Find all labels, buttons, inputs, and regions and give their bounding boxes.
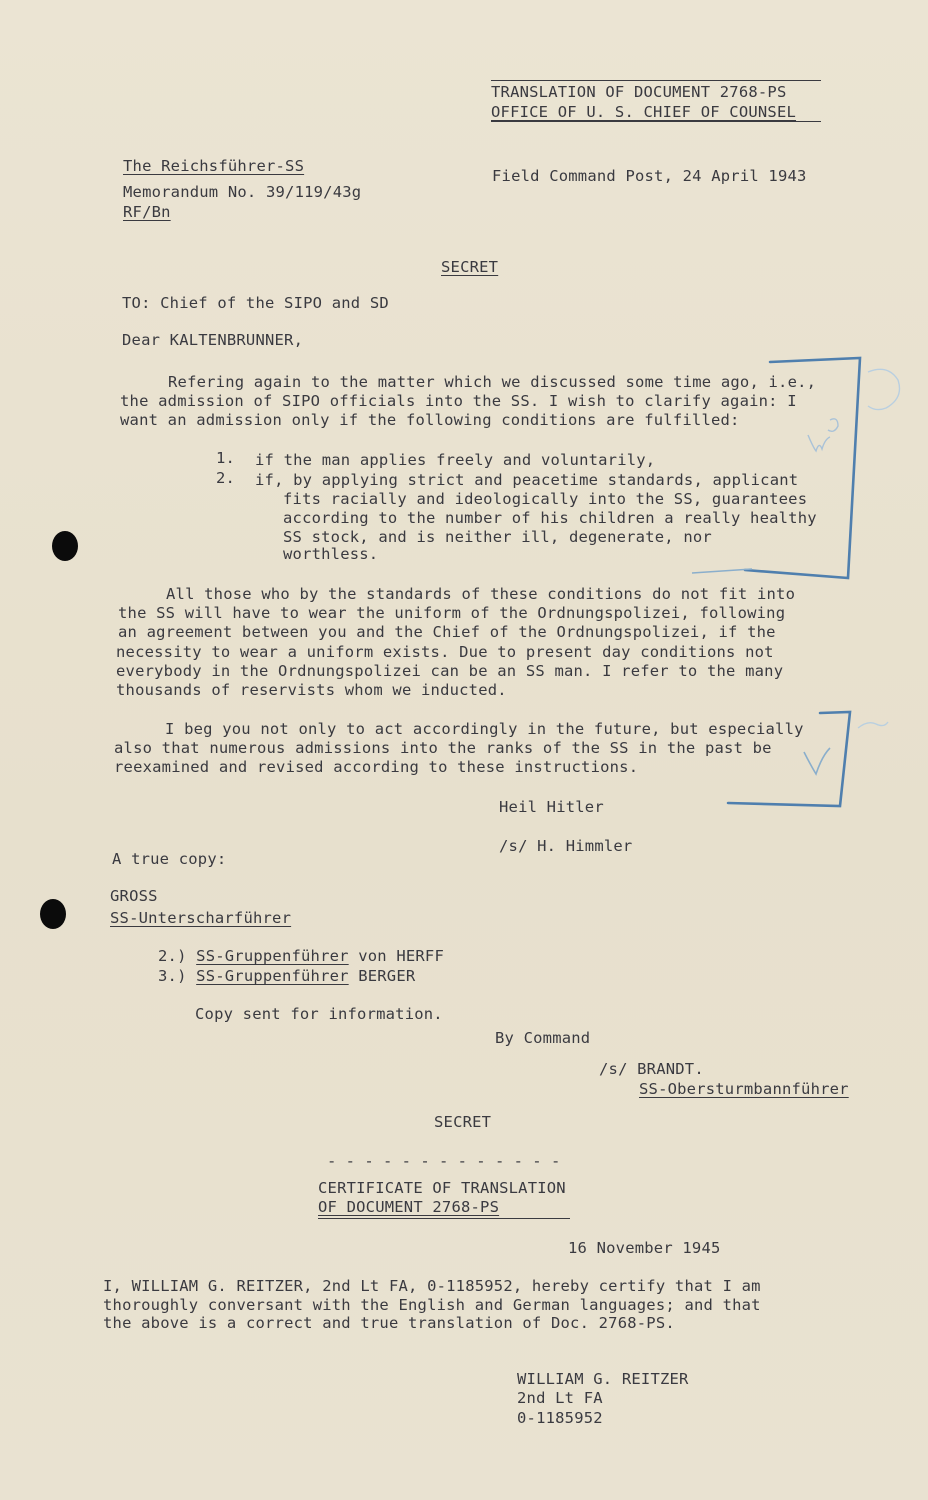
condition2-line3: according to the number of his children a really healthy: [283, 509, 817, 527]
para2-line6: thousands of reservists whom we inducted.: [116, 681, 507, 699]
certificate-line2: thoroughly conversant with the English and German languages; and that: [103, 1296, 761, 1314]
certificate-sig-serial: 0-1185952: [517, 1409, 603, 1427]
sender-line1: The Reichsführer-SS: [123, 157, 305, 175]
para2-line3: an agreement between you and the Chief of the Ordnungspolizei, if the: [118, 623, 776, 641]
para2-line4: necessity to wear a uniform exists. Due to present day conditions not: [116, 643, 774, 661]
punch-hole-bottom: [40, 899, 66, 929]
copy-signer-name: GROSS: [110, 887, 158, 905]
signature-himmler: /s/ H. Himmler: [499, 837, 633, 855]
certificate-sig-rank: 2nd Lt FA: [517, 1389, 603, 1407]
closing: Heil Hitler: [499, 798, 604, 816]
para3-line1: I beg you not only to act accordingly in the future, but especially: [165, 720, 804, 738]
certificate-date: 16 November 1945: [568, 1239, 721, 1257]
distribution-item2: [158, 947, 444, 966]
to-line: TO: Chief of the SIPO and SD: [122, 294, 389, 312]
sender-line2: Memorandum No. 39/119/43g: [123, 183, 362, 201]
certificate-line1: I, WILLIAM G. REITZER, 2nd Lt FA, 0-1185952, hereby certify that I am: [103, 1277, 761, 1295]
certificate-line3: the above is a correct and true translation of Doc. 2768-PS.: [103, 1314, 675, 1332]
distribution-item3-name: BERGER: [348, 967, 416, 985]
distribution-item2-number: 2.): [158, 947, 187, 965]
classification-bottom: SECRET: [434, 1113, 492, 1131]
certificate-title-rule: [318, 1218, 570, 1219]
header-line1: TRANSLATION OF DOCUMENT 2768-PS: [491, 83, 787, 101]
distribution-item3-number: 3.): [158, 967, 187, 985]
classification-top: SECRET: [441, 258, 499, 276]
para2-line2: the SS will have to wear the uniform of the Ordnungspolizei, following: [118, 604, 786, 622]
para2-line5: everybody in the Ordnungspolizei can be an SS man. I refer to the many: [116, 662, 784, 680]
para3-line2: also that numerous admissions into the ranks of the SS in the past be: [114, 739, 772, 757]
para1-line1: Refering again to the matter which we discussed some time ago, i.e.,: [168, 373, 817, 391]
certificate-title1: CERTIFICATE OF TRANSLATION: [318, 1179, 566, 1197]
sender-line3: RF/Bn: [123, 203, 171, 221]
certificate-sig-name: WILLIAM G. REITZER: [517, 1370, 689, 1388]
condition2-line2: fits racially and ideologically into the SS, guarantees: [283, 490, 808, 508]
brandt-signature: /s/ BRANDT.: [599, 1060, 704, 1078]
condition1-text: if the man applies freely and voluntarily,: [255, 451, 656, 469]
para2-line1: All those who by the standards of these conditions do not fit into: [166, 585, 796, 603]
separator-dashes: - - - - - - - - - - - - -: [327, 1152, 561, 1170]
distribution-item2-rank: SS-Gruppenführer: [196, 947, 349, 965]
header-rule-top: [491, 80, 821, 81]
condition2-line4: SS stock, and is neither ill, degenerate, nor: [283, 528, 712, 546]
distribution-item2-name: von HERFF: [348, 947, 444, 965]
header-rule-bottom: [491, 121, 821, 122]
condition1-number: 1.: [216, 449, 236, 467]
para1-line2: the admission of SIPO officials into the SS. I wish to clarify again: I: [120, 392, 797, 410]
punch-hole-top: [52, 531, 78, 561]
condition2-line5: worthless.: [283, 545, 379, 563]
copy-signer-rank: SS-Unterscharführer: [110, 909, 292, 927]
header-line2: OFFICE OF U. S. CHIEF OF COUNSEL: [491, 103, 797, 121]
condition2-line1: if, by applying strict and peacetime standards, applicant: [255, 471, 799, 489]
para3-line3: reexamined and revised according to these instructions.: [114, 758, 639, 776]
copy-sent-note: Copy sent for information.: [195, 1005, 443, 1023]
dateline: Field Command Post, 24 April 1943: [492, 167, 807, 185]
para1-line3: want an admission only if the following conditions are fulfilled:: [120, 411, 740, 429]
certificate-title2: OF DOCUMENT 2768-PS: [318, 1198, 500, 1216]
by-command: By Command: [495, 1029, 591, 1047]
true-copy-label: A true copy:: [112, 850, 227, 868]
brandt-rank: SS-Obersturmbannführer: [639, 1080, 849, 1098]
distribution-item3: [158, 967, 415, 986]
distribution-item3-rank: SS-Gruppenführer: [196, 967, 349, 985]
condition2-number: 2.: [216, 469, 236, 487]
salutation: Dear KALTENBRUNNER,: [122, 331, 304, 349]
